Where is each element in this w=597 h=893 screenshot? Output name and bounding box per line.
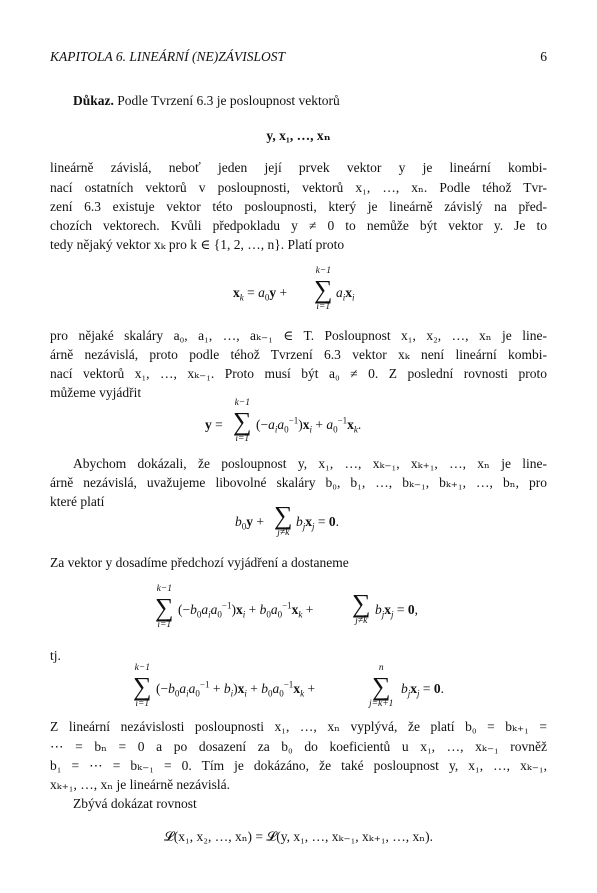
- paragraph-line: b₁ = ⋯ = bₖ₋₁ = 0. Tím je dokázáno, že také posloupnost y, x₁, …, xₖ₋₁,: [50, 758, 547, 773]
- paragraph-line: zení 6.3 existuje vektor této posloupnosti, který je lineárně závislý na před-: [50, 199, 547, 214]
- proof-intro-line: [73, 93, 547, 109]
- paragraph-line: tj.: [50, 648, 61, 663]
- proof-intro-text: Podle Tvrzení 6.3 je posloupnost vektorů: [113, 93, 340, 108]
- sum-symbol: ∑ j≠k: [274, 501, 293, 538]
- paragraph-line: nací vektorů x₁, …, xₖ₋₁. Proto musí být a₀ ≠ 0. Z poslední rovnosti proto: [50, 366, 547, 381]
- paragraph-line: lineárně závislá, neboť jeden její prvek vektor y je lineární kombi-: [50, 160, 547, 175]
- equation-sequence: y, x₁, …, xₙ: [266, 128, 331, 143]
- paragraph-line: árně nezávislá, proto podle téhož Tvrzení 6.3 vektor xₖ není lineární kombi-: [50, 347, 547, 362]
- paragraph-line: árně nezávislá, uvažujeme libovolné skaláry b₀, b₁, …, bₖ₋₁, bₖ₊₁, …, bₙ, pro: [50, 475, 547, 490]
- paragraph-line: Za vektor y dosadíme předchozí vyjádření a dostaneme: [50, 555, 349, 570]
- paragraph-line: tedy nějaký vektor xₖ pro k ∈ {1, 2, …, n}. Platí proto: [50, 237, 345, 252]
- paragraph-line: Abychom dokázali, že posloupnost y, x₁, …, xₖ₋₁, xₖ₊₁, …, xₙ je line-: [73, 456, 547, 471]
- sum-symbol: k−1 ∑ i=1: [233, 398, 252, 444]
- paragraph-line: Zbývá dokázat rovnost: [73, 796, 197, 811]
- paragraph-line: ⋯ = bₙ = 0 a po dosazení za b₀ do koeficientů u x₁, …, xₖ₋₁ rovněž: [50, 739, 547, 754]
- paragraph-line: můžeme vyjádřit: [50, 385, 142, 400]
- equation-y: y =: [205, 417, 223, 432]
- page-number: 6: [540, 49, 547, 64]
- equation-xk-tail: $a_ix_i$: [336, 285, 355, 303]
- equation-xk: $x_k = a_0y$ +: [233, 285, 288, 303]
- paragraph-line: xₖ₊₁, …, xₙ je lineárně nezávislá.: [50, 777, 231, 792]
- paragraph-line: nací ostatních vektorů v posloupnosti, vektorů x₁, …, xₙ. Podle téhož Tvr-: [50, 180, 547, 195]
- equation-collected-tail: $b_jx_j = 0$.: [401, 681, 445, 699]
- equation-y-tail: $(-a_ia_0^{-1})x_i + a_0^{-1}x_k$.: [256, 415, 362, 435]
- paragraph-line: pro nějaké skaláry a₀, a₁, …, aₖ₋₁ ∈ T. Posloupnost x₁, x₂, …, xₙ je line-: [50, 328, 547, 343]
- proof-label: Důkaz.: [73, 93, 114, 108]
- chapter-title: KAPITOLA 6. LINEÁRNÍ (NE)ZÁVISLOST: [50, 49, 286, 64]
- sum-symbol: n ∑ j=k+1: [369, 663, 394, 709]
- equation-b0: $b_0y$ +: [235, 514, 264, 532]
- equation-span-equality: 𝓛(x₁, x₂, …, xₙ) = 𝓛(y, x₁, …, xₖ₋₁, xₖ₊₁, …, xₙ).: [163, 829, 434, 844]
- equation-b0-tail: $b_jx_j = 0$.: [296, 514, 340, 532]
- running-header: [50, 49, 547, 65]
- paragraph-line: které platí: [50, 494, 105, 509]
- sum-symbol: k−1 ∑ i=1: [314, 266, 333, 312]
- equation-substitution-tail: $b_jx_j = 0$,: [375, 602, 419, 620]
- sum-symbol: k−1 ∑ i=1: [155, 584, 174, 630]
- equation-collected: $(-b_0a_ia_0^{-1} + b_i)x_i + b_0a_0^{-1}x_k$ +: [156, 679, 316, 699]
- equation-substitution: $(-b_0a_ia_0^{-1})x_i + b_0a_0^{-1}x_k$ +: [178, 600, 314, 620]
- paragraph-line: Z lineární nezávislosti posloupnosti x₁, …, xₙ vyplývá, že platí b₀ = bₖ₊₁ =: [50, 719, 547, 734]
- paragraph-line: chozích vektorech. Kvůli předpokladu y ≠ 0 to nemůže být vektor y. Je to: [50, 218, 547, 233]
- sum-symbol: ∑ j≠k: [352, 589, 371, 626]
- sum-symbol: k−1 ∑ i=1: [133, 663, 152, 709]
